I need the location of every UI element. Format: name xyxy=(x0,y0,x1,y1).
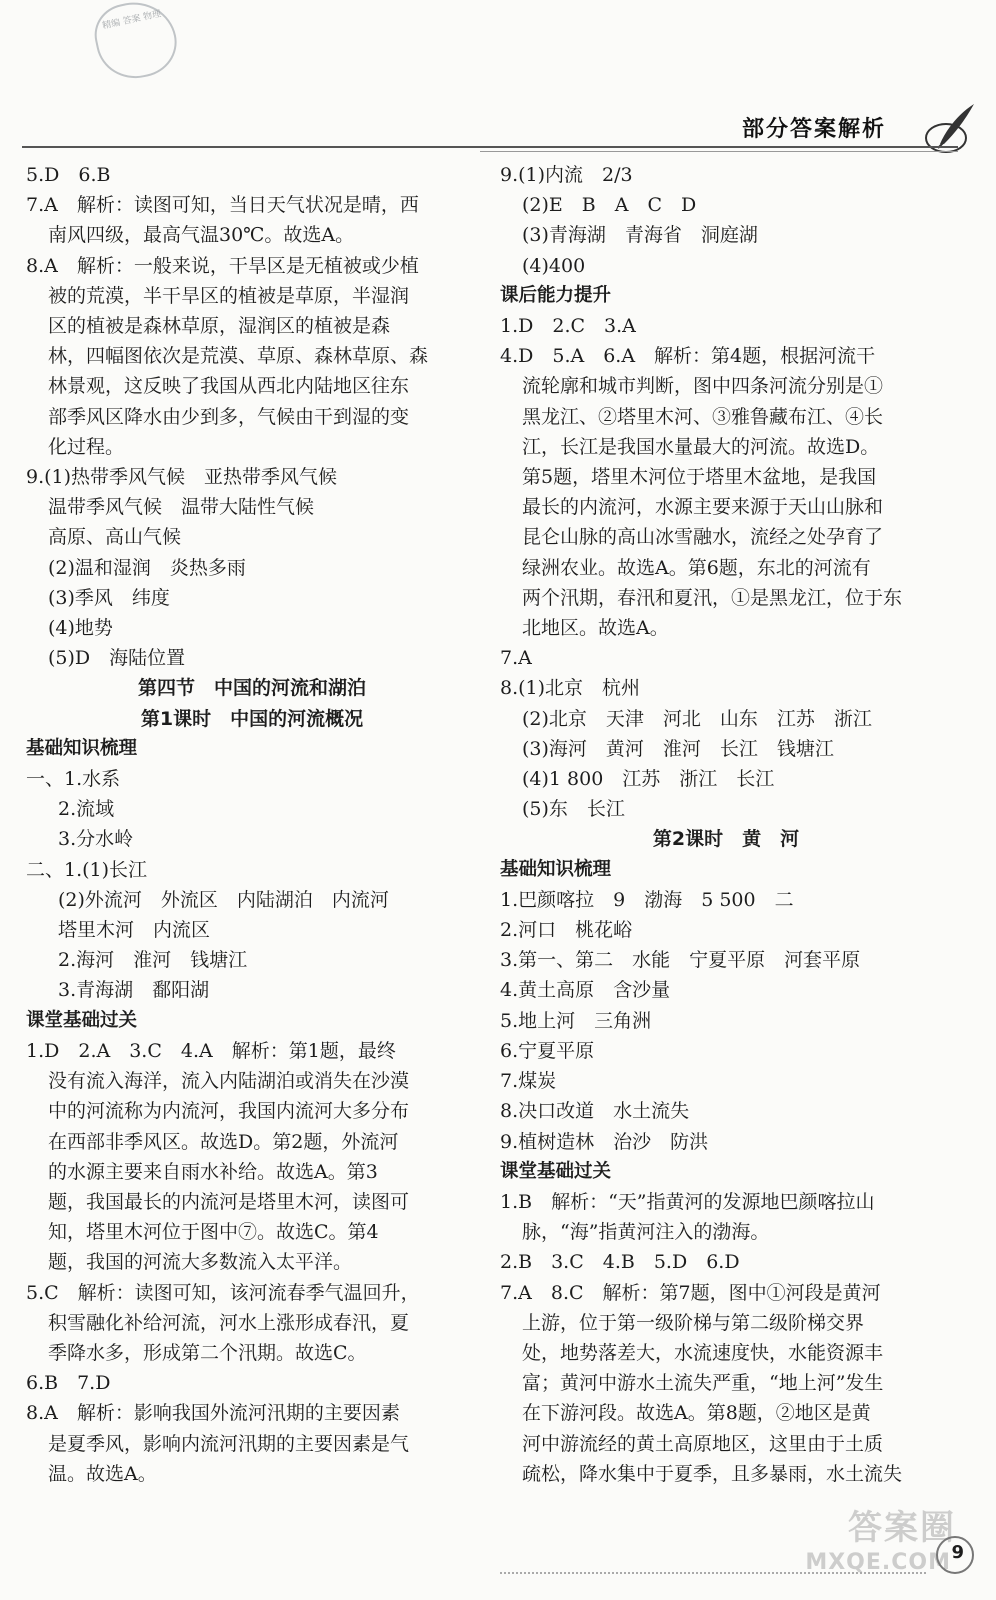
answer-line: 7.煤炭 xyxy=(500,1070,557,1093)
answer-line: 的水源主要来自雨水补给。故选A。第3 xyxy=(48,1160,378,1183)
answer-line: 上游，位于第一级阶梯与第二级阶梯交界 xyxy=(522,1311,865,1334)
answer-line: 题，我国的河流大多数流入太平洋。 xyxy=(48,1251,353,1274)
watermark-logo: 答案圈 xyxy=(848,1508,956,1548)
answer-line: (4)地势 xyxy=(48,617,113,640)
answer-line: 7.A 8.C 解析：第7题，图中①河段是黄河 xyxy=(500,1281,881,1304)
answer-line: 处，地势落差大，水流速度快，水能资源丰 xyxy=(522,1341,884,1364)
answer-line: 1.B 解析：“天”指黄河的发源地巴颜喀拉山 xyxy=(500,1190,875,1213)
answer-line: 最长的内流河，水源主要来源于天山山脉和 xyxy=(522,496,884,519)
answer-line: 2.河口 桃花峪 xyxy=(500,919,633,942)
answer-line: 1.D 2.C 3.A xyxy=(500,315,636,338)
answer-line: 8.A 解析：一般来说，干旱区是无植被或少植 xyxy=(26,254,419,277)
chapter-heading: 第2课时 黄 河 xyxy=(652,828,800,851)
answer-line: (2)外流河 外流区 内陆湖泊 内流河 xyxy=(58,888,389,911)
answer-line: 6.宁夏平原 xyxy=(500,1039,595,1062)
right-column xyxy=(500,160,952,1489)
answer-line: 3.分水岭 xyxy=(58,828,134,851)
answer-line: 2.流域 xyxy=(58,798,115,821)
answer-line: 绿洲农业。故选A。第6题，东北的河流有 xyxy=(522,556,871,579)
answer-line: 3.第一、第二 水能 宁夏平原 河套平原 xyxy=(500,949,861,972)
answer-line: 两个汛期，春汛和夏汛，①是黑龙江，位于东 xyxy=(522,586,903,609)
answer-line: 5.D 6.B xyxy=(26,164,111,186)
answer-line: 江，长江是我国水量最大的河流。故选D。 xyxy=(522,435,880,458)
answer-line: 昆仑山脉的高山冰雪融水，流经之处孕育了 xyxy=(522,526,884,549)
page-number: 9 xyxy=(951,1542,964,1563)
section-heading: 课堂基础过关 xyxy=(26,1009,138,1031)
answer-line: 没有流入海洋，流入内陆湖泊或消失在沙漠 xyxy=(48,1070,410,1093)
answer-line: 1.巴颜喀拉 9 渤海 5 500 二 xyxy=(500,888,794,911)
answer-line: 2.B 3.C 4.B 5.D 6.D xyxy=(500,1251,740,1274)
answer-line: 河中游流经的黄土高原地区，这里由于土质 xyxy=(522,1432,884,1455)
answer-line: 季降水多，形成第二个汛期。故选C。 xyxy=(48,1341,367,1364)
answer-line: (2)温和湿润 炎热多雨 xyxy=(48,556,246,579)
answer-line: 区的植被是森林草原，湿润区的植被是森 xyxy=(48,315,391,338)
answer-line: 林，四幅图依次是荒漠、草原、森林草原、森 xyxy=(48,345,429,368)
answer-line: (2)E B A C D xyxy=(522,194,697,217)
answer-line: 黑龙江、②塔里木河、③雅鲁藏布江、④长 xyxy=(522,405,884,428)
answer-line: 8.决口改道 水土流失 xyxy=(500,1100,690,1123)
answer-line: 部季风区降水由少到多，气候由干到湿的变 xyxy=(48,405,410,428)
header-rule-thin xyxy=(480,151,958,152)
answer-line: 4.D 5.A 6.A 解析：第4题，根据河流干 xyxy=(500,345,876,368)
answer-line: 温。故选A。 xyxy=(48,1462,157,1485)
answer-line: 8.(1)北京 杭州 xyxy=(500,677,641,700)
left-column xyxy=(26,160,478,1489)
answer-line: 题，我国最长的内流河是塔里木河，读图可 xyxy=(48,1190,410,1213)
answer-line: (2)北京 天津 河北 山东 江苏 浙江 xyxy=(522,707,872,730)
answer-line: (4)400 xyxy=(522,254,586,277)
answer-line: 6.B 7.D xyxy=(26,1372,111,1395)
answer-line: 5.地上河 三角洲 xyxy=(500,1009,652,1032)
answer-line: 在下游河段。故选A。第8题，②地区是黄 xyxy=(522,1402,871,1425)
answer-line: 富；黄河中游水土流失严重，“地上河”发生 xyxy=(522,1372,884,1395)
section-heading: 基础知识梳理 xyxy=(26,737,138,759)
chapter-heading: 第四节 中国的河流和湖泊 xyxy=(137,677,366,700)
section-heading: 课后能力提升 xyxy=(500,284,612,306)
answer-line: 5.C 解析：读图可知，该河流春季气温回升， xyxy=(26,1281,420,1304)
quill-icon xyxy=(920,100,978,158)
answer-line: 北地区。故选A。 xyxy=(522,617,669,640)
answer-line: 一、1.水系 xyxy=(26,768,121,791)
answer-line: 3.青海湖 鄱阳湖 xyxy=(58,979,210,1002)
answer-line: 温带季风气候 温带大陆性气候 xyxy=(48,496,315,519)
answer-line: 中的河流称为内流河，我国内流河大多分布 xyxy=(48,1100,410,1123)
answer-line: 是夏季风，影响内流河汛期的主要因素是气 xyxy=(48,1432,410,1455)
stamp-logo: 精编 答案 物理 xyxy=(89,0,183,85)
answer-line: 7.A 解析：读图可知，当日天气状况是晴，西 xyxy=(26,194,419,217)
answer-line: 9.(1)内流 2/3 xyxy=(500,164,633,186)
answer-line: 知，塔里木河位于图中⑦。故选C。第4 xyxy=(48,1221,379,1244)
footer-dotted-rule xyxy=(500,1572,926,1574)
answer-line: 高原、高山气候 xyxy=(48,526,182,549)
answer-line: 2.海河 淮河 钱塘江 xyxy=(58,949,248,972)
section-heading: 基础知识梳理 xyxy=(500,858,612,880)
answer-line: (5)D 海陆位置 xyxy=(48,647,186,670)
answer-line: 8.A 解析：影响我国外流河汛期的主要因素 xyxy=(26,1402,400,1425)
answer-line: 4.黄土高原 含沙量 xyxy=(500,979,671,1002)
answer-line: 9.(1)热带季风气候 亚热带季风气候 xyxy=(26,466,338,489)
answer-line: 7.A xyxy=(500,647,532,670)
answer-line: 第5题，塔里木河位于塔里木盆地，是我国 xyxy=(522,466,877,489)
answer-line: (3)海河 黄河 淮河 长江 钱塘江 xyxy=(522,737,834,760)
answer-line: (3)青海湖 青海省 洞庭湖 xyxy=(522,224,758,247)
answer-line: 流轮廓和城市判断，图中四条河流分别是① xyxy=(522,375,884,398)
answer-line: 二、1.(1)长江 xyxy=(26,858,148,881)
answer-line: 南风四级，最高气温30℃。故选A。 xyxy=(48,224,355,247)
answer-line: 林景观，这反映了我国从西北内陆地区往东 xyxy=(48,375,410,398)
answer-line: 塔里木河 内流区 xyxy=(58,919,211,942)
answer-line: 化过程。 xyxy=(48,435,125,458)
chapter-heading: 第1课时 中国的河流概况 xyxy=(140,707,364,730)
section-heading: 课堂基础过关 xyxy=(500,1160,612,1182)
answer-line: 疏松，降水集中于夏季，且多暴雨，水土流失 xyxy=(522,1462,903,1485)
answer-line: (3)季风 纬度 xyxy=(48,586,170,609)
answer-line: 脉，“海”指黄河注入的渤海。 xyxy=(522,1221,770,1244)
answer-line: 被的荒漠，半干旱区的植被是草原，半湿润 xyxy=(48,284,410,307)
answer-line: 1.D 2.A 3.C 4.A 解析：第1题，最终 xyxy=(26,1039,396,1062)
page-header-title: 部分答案解析 xyxy=(741,117,886,142)
answer-line: 9.植树造林 治沙 防洪 xyxy=(500,1130,709,1153)
watermark-url: MXQE.COM xyxy=(805,1550,951,1575)
answer-line: (5)东 长江 xyxy=(522,798,625,821)
answer-line: 在西部非季风区。故选D。第2题，外流河 xyxy=(48,1130,399,1153)
answer-line: 积雪融化补给河流，河水上涨形成春汛，夏 xyxy=(48,1311,410,1334)
answer-line: (4)1 800 江苏 浙江 长江 xyxy=(522,768,775,791)
header-rule xyxy=(22,146,958,148)
